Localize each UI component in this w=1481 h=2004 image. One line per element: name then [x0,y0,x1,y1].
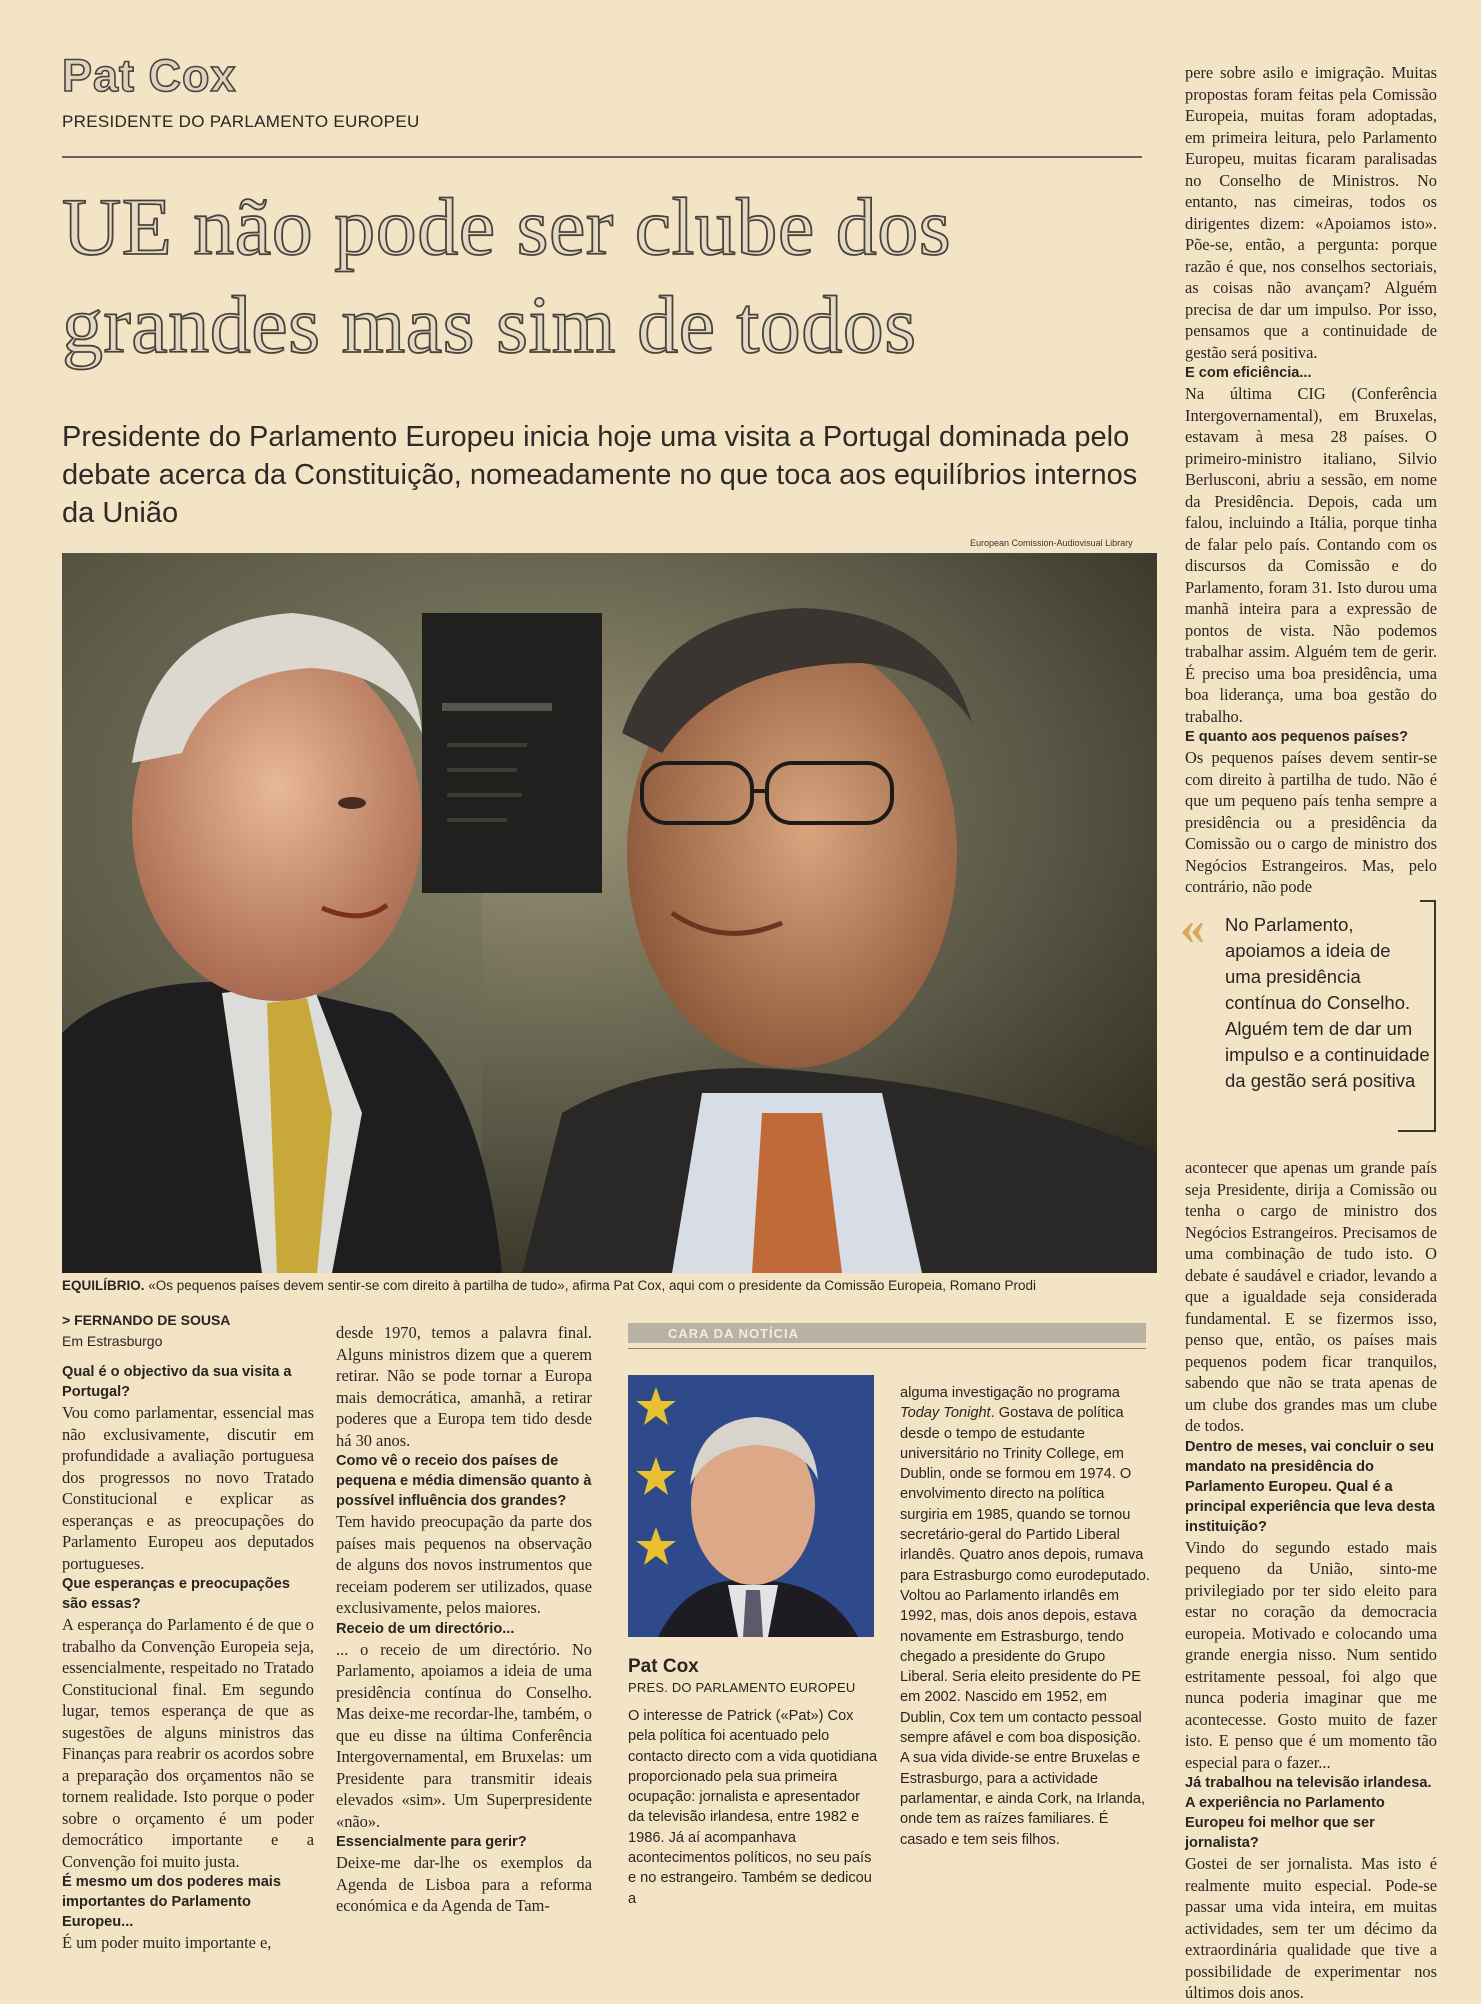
interview-answer: Tem havido preocupação da parte dos países mais pequenos na observação de alguns dos novos instrumentos que receiam poderem ser utilizados, quase exclusivamente, pelos maiores. [336,1512,592,1617]
profile-role: PRES. DO PARLAMENTO EUROPEU [628,1680,856,1695]
interview-question: Dentro de meses, vai concluir o seu mandato na presidência do Parlamento Europeu. Qual é a principal experiência que leva desta instituição? [1185,1438,1435,1535]
interview-question: Que esperanças e preocupações são essas? [62,1576,290,1612]
interview-question: É mesmo um dos poderes mais importantes do Parlamento Europeu... [62,1874,281,1930]
pullquote-mark: « [1180,899,1191,955]
interview-question: Como vê o receio dos países de pequena e média dimensão quanto à possível influência dos grandes? [336,1453,592,1509]
interview-answer: É um poder muito importante e, [62,1933,272,1952]
article-column-1 [62,1362,314,1954]
interview-question: Essencialmente para gerir? [336,1834,527,1850]
main-photo [62,553,1157,1273]
profile-text: alguma investigação no programa [900,1385,1120,1401]
pullquote-bracket [1398,1130,1436,1132]
interview-answer: Vou como parlamentar, essencial mas não exclusivamente, discutir em profundidade a avaliação portuguesa dos progressos no novo Tratado Constitucional e explicar as esperanças e as preocupações do Parlamento Europeu aos deputados portugueses. [62,1403,314,1573]
interview-answer: desde 1970, temos a palavra final. Alguns ministros dizem que a querem retirar. Não se pode tornar a Europa mais democrática, amanhã, a retirar poderes que a Europa tem tido desde há 30 anos. [336,1323,592,1450]
interview-answer: Deixe-me dar-lhe os exemplos da Agenda de Lisboa para a reforma económica e da Agenda de Tam- [336,1853,592,1915]
pullquote-bracket [1434,900,1436,1132]
pullquote-text: No Parlamento, apoiamos a ideia de uma presidência contínua do Conselho. Alguém tem de dar um impulso e a continuidade da gestão será positiva [1225,914,1430,1091]
interview-answer: Na última CIG (Conferência Intergovernamental), em Bruxelas, estavam à mesa 28 países. O primeiro-ministro italiano, Silvio Berlusconi, abriu a sessão, em nome da Presidência. Depois, cada um falou, incluindo a Itália, porque tinha de falar pelo país. Contando com os discursos da Comissão e do Parlamento, foram 31. Isto durou uma manhã inteira para a expressão de pontos de vista. Não podemos trabalhar assim. Alguém tem de gerir. É preciso uma boa presidência, uma boa liderança, uma boa gestão do trabalho. [1185,384,1437,726]
profile-photo [628,1375,874,1637]
headline: UE não pode ser clube dos grandes mas sim de todos [62,181,952,370]
article-column-3-top [1185,62,1437,898]
header-divider [62,156,1142,158]
article-column-2 [336,1322,592,1917]
profile-photo-illustration [628,1375,874,1637]
profile-box-label: CARA DA NOTÍCIA [668,1326,800,1341]
interview-answer: Vindo do segundo estado mais pequeno da União, sinto-me privilegiado por ter sido eleito para estar no coração da democracia europeia. Motivado e colocando uma grande energia nisso. Num sentido estritamente pessoal, foi algo que nunca poderia imaginar que me acontecesse. Gosto muito de fazer isto. E penso que é um momento tão especial para o fazer... [1185,1537,1437,1772]
interview-question: Receio de um directório... [336,1620,515,1637]
interview-question: E com eficiência... [1185,365,1312,381]
interview-answer: ... o receio de um directório. No Parlamento, apoiamos a ideia de uma presidência contínua do Conselho. Mas deixe-me recordar-lhe, também, o que eu disse na última Conferência Intergovernamental, em Bruxelas: um Presidente para transmitir ideais elevados «sim». Um Superpresidente «não». [336,1639,592,1831]
interview-answer: A esperança do Parlamento é de que o trabalho da Convenção Europeia seja, essencialmente, respeitado no Tratado Constitucional final. Em segundo lugar, temos esperança de que as sugestões de alguns ministros das Finanças para reabrir os acordos sobre a preparação dos orçamentos não se tornem realidade. Isto porque o poder sobre o orçamento é um poder democrático importante e a Convenção foi muito justa. [62,1615,314,1871]
caption-label: EQUILÍBRIO. [62,1278,145,1293]
standfirst: Presidente do Parlamento Europeu inicia hoje uma visita a Portugal dominada pelo debate acerca da Constituição, nomeadamente no que toca aos equilíbrios internos da União [62,421,1138,529]
interview-answer: pere sobre asilo e imigração. Muitas propostas foram feitas pela Comissão Europeia, muitas foram adoptadas, em primeira leitura, pelo Parlamento Europeu, muitas ficaram paralisadas no Conselho de Ministros. No entanto, nas cimeiras, todos os dirigentes dizem: «Apoiamos isto». Põe-se, então, a pergunta: porque razão é que, nos conselhos sectoriais, as coisas não avançam? Alguém precisa de dar um impulso. Por isso, pensamos que a continuidade de gestão será positiva. [1185,63,1437,362]
interview-question: E quanto aos pequenos países? [1185,729,1409,745]
profile-text-col-1: O interesse de Patrick («Pat») Cox pela política foi acentuado pelo contacto directo com a vida quotidiana proporcionado pela sua primeira ocupação: jornalista e apresentador da televisão irlandesa, entre 1982 e 1986. Já aí acompanhava acontecimentos políticos, no seu país e no estrangeiro. Também se dedicou a [628,1708,878,1907]
profile-text-col-2 [900,1383,1150,1850]
interview-answer: Gostei de ser jornalista. Mas isto é realmente muito especial. Pode-se passar uma vida inteira, em muitas actividades, sem ter um décimo da extraordinária qualidade que tive a possibilidade de experimentar nos últimos dois anos. [1185,1854,1437,2002]
article-column-3-bottom [1185,1157,1437,2004]
interview-question: Qual é o objectivo da sua visita a Portugal? [62,1364,292,1400]
profile-box-divider [628,1348,1146,1349]
profile-text: . Gostava de política desde o tempo de estudante universitário no Trinity College, em Dublin, onde se formou em 1974. O envolvimento directo na política surgiria em 1985, quando se tornou secretário-geral do Partido Liberal irlandês. Quatro anos depois, rumava para Estrasburgo como eurodeputado. Voltou ao Parlamento irlandês em 1992, mas, dois anos depois, estava novamente em Estrasburgo, tendo chegado a presidente do Grupo Liberal. Seria eleito presidente do PE em 2002. Nascido em 1952, em Dublin, Cox tem um contacto pessoal sempre afável e com boa disposição. A sua vida divide-se entre Bruxelas e Estrasburgo, para a actividade parlamentar, e ainda Cork, na Irlanda, onde tem as raízes familiares. É casado e tem seis filhos. [900,1405,1150,1848]
tv-show-title: Today Tonight [900,1405,991,1422]
interview-answer: Os pequenos países devem sentir-se com direito à partilha de tudo. Não é que um pequeno país tenha sempre a presidência ou a presidência da Comissão ou o cargo de ministro dos Negócios Estrangeiros. Mas, pelo contrário, não pode [1185,748,1437,896]
profile-name: Pat Cox [628,1656,699,1677]
byline-author: > FERNANDO DE SOUSA [62,1312,231,1328]
interview-question: Já trabalhou na televisão irlandesa. A experiência no Parlamento Europeu foi melhor que ser jornalista? [1185,1775,1432,1851]
byline-place: Em Estrasburgo [62,1333,163,1349]
main-photo-illustration [62,553,1157,1273]
kicker-role: PRESIDENTE DO PARLAMENTO EUROPEU [62,112,420,131]
interview-answer: acontecer que apenas um grande país seja Presidente, dirija a Comissão ou tenha o cargo de ministro dos Negócios Estrangeiros. Precisamos de uma combinação de tudo isto. O debate é saudável e criador, levando a que a igualdade seja considerada fundamental. E se fizermos isso, penso que, então, os países mais pequenos podem ficar tranquilos, sabendo que não se trata apenas de um clube dos grandes mas um clube de todos. [1185,1158,1437,1435]
photo-caption [62,1278,1162,1293]
kicker-name: Pat Cox [62,50,237,101]
caption-text: «Os pequenos países devem sentir-se com direito à partilha de tudo», afirma Pat Cox, aqui com o presidente da Comissão Europeia, Romano Prodi [144,1278,1036,1293]
photo-credit: European Comission-Audiovisual Library [970,538,1133,548]
